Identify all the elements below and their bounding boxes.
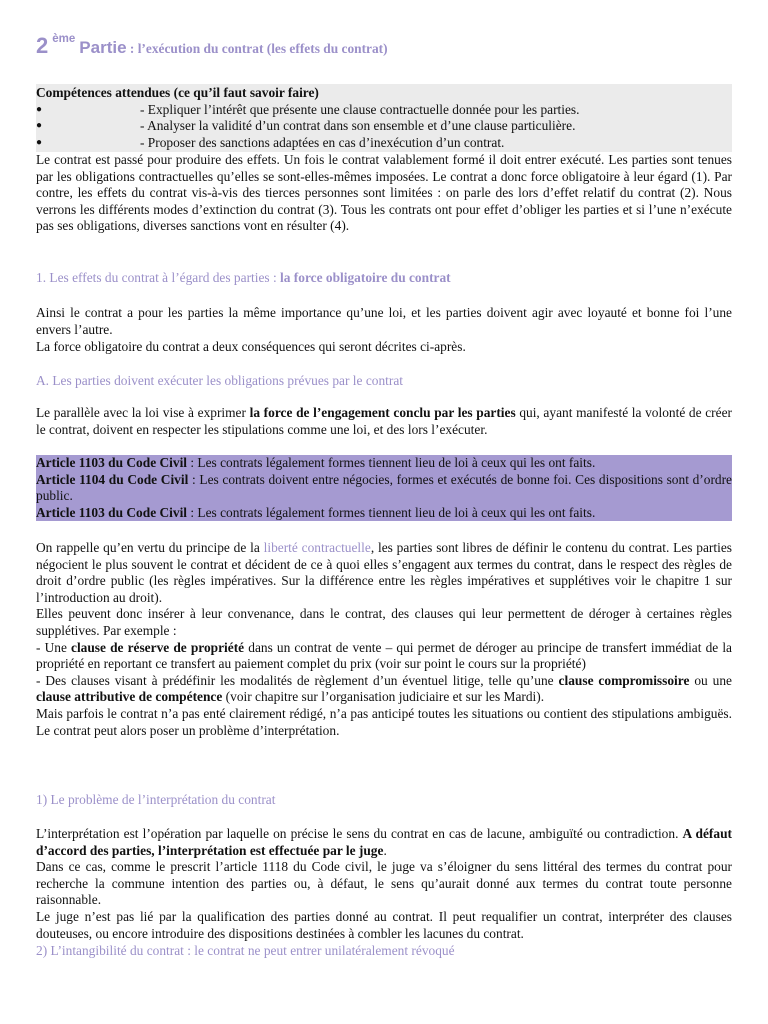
interp-text-1: L’interprétation est l’opération par laquelle on précise le sens du contrat en cas de lacune, ambiguïté ou contradiction. [36,826,683,841]
liberte-paragraph-3 [36,640,732,673]
title-superscript: ème [52,33,76,45]
code-civil-articles [36,455,732,521]
interpretation-paragraph-1 [36,826,732,859]
interp-bold: A défaut d’accord des parties, l’interprétation est effectuée par le juge [36,826,732,858]
competence-text: - Analyser la validité d’un contrat dans son ensemble et d’une clause particulière. [140,118,576,134]
liberte-paragraph-5: Mais parfois le contrat n’a pas enté clairement rédigé, n’a pas anticipé toutes les situations ou contient des stipulations ambiguës. Le contrat peut alors poser un problème d’interprétation. [36,705,732,738]
article-ref: Article 1103 du Code Civil [36,455,188,470]
liberte-paragraph-1 [36,540,732,606]
competences-box [36,84,732,152]
section-a-paragraph [36,405,732,438]
intangibilite-heading: 2) L’intangibilité du contrat : le contrat ne peut entrer unilatéralement révoqué [36,943,455,958]
title-subtitle: : l’exécution du contrat (les effets du contrat) [129,41,388,56]
article-ref: Article 1103 du Code Civil [36,504,188,520]
liberte-p4-text-1: - Des clauses visant à prédéfinir les modalités de règlement d’un éventuel litige, telle qu’une [36,672,559,688]
bullet-icon: ● [36,136,43,148]
section-1-paragraph-2: La force obligatoire du contrat a deux conséquences qui seront décrites ci-après. [36,339,466,354]
section-1-number: 1. [36,270,47,285]
liberte-p4-bold-2: clause attributive de compétence [36,689,223,705]
liberte-paragraph-4 [36,673,732,706]
article-text: : Les contrats doivent entre négocies, formes et exécutés de bonne foi. Ces dispositions sont d’ordre public. [36,471,733,504]
competence-text: - Proposer des sanctions adaptées en cas d’inexécution d’un contrat. [140,134,505,150]
liberte-p4-text-3: (voir chapitre sur l’organisation judiciaire et sur les Mardi). [222,689,545,705]
competence-item [36,118,732,135]
intro-paragraph: Le contrat est passé pour produire des effets. Un fois le contrat valablement formé il doit entrer exécuté. Les parties sont tenues par les obligations contractuelles qu’elles se sont-elles-mêmes imposées. Le contrat a donc force obligatoire à leur égard (1). Par contre, les effets du contrat vis-à-vis des tierces personnes sont limitées : on parle des lors d’effet relatif du contrat (2). Nous verrons les différents modes d’extinction du contrat (3). Tous les contrats ont pour effet d’obliger les parties et si l’une n’exécute pas ses obligations, diverses sanctions vont en résulter (4). [36,152,732,234]
liberte-contractuelle-link[interactable]: liberté contractuelle [263,540,371,555]
title-number: 2 [36,33,49,58]
section-1-heading [36,270,451,287]
section-a-text-bold: la force de l’engagement conclu par les parties [249,405,516,420]
liberte-p3-text-2: dans un contrat de vente – qui permet de déroger au principe de transfert immédiat de la propriété en reportant ce transfert au paiement complet du prix (voir sur point le cours sur la propriété) [36,639,733,672]
liberte-section [36,540,732,739]
section-a-text-1: Le parallèle avec la loi vise à exprimer [36,405,250,420]
article-ref: Article 1104 du Code Civil [36,471,189,487]
competence-text: - Expliquer l’intérêt que présente une clause contractuelle donnée pour les parties. [140,101,580,117]
interpretation-section [36,826,732,942]
page-title [36,33,388,59]
interpretation-paragraph-3: Le juge n’est pas lié par la qualification des parties donné au contrat. Il peut requalifier un contrat, interpréter des clauses douteuses, ou encore introduire des dispositions destinées à combler les lacunes du contrat. [36,908,732,941]
liberte-p3-text-1: - Une [36,639,71,655]
interpretation-heading: 1) Le problème de l’interprétation du contrat [36,792,276,807]
interp-text-2: . [383,842,387,858]
liberte-p3-bold: clause de réserve de propriété [71,639,245,655]
competence-item [36,135,732,152]
liberte-p4-text-2: ou une [689,672,732,688]
article-text: : Les contrats légalement formes tiennent lieu de loi à ceux qui les ont faits. [187,455,596,470]
bullet-icon: ● [36,120,43,132]
section-1-title-bold: la force obligatoire du contrat [280,270,451,285]
interpretation-paragraph-2: Dans ce cas, comme le prescrit l’article 1118 du Code civil, le juge va s’éloigner du sens littéral des termes du contrat pour recherche la commune intention des parties ou, à défaut, le sens qu’aurait donné aux termes du contrat toute personne raisonnable. [36,859,732,908]
section-a-heading: A. Les parties doivent exécuter les obligations prévues par le contrat [36,373,404,388]
article-entry [36,505,732,522]
bullet-icon: ● [36,103,43,115]
article-text: : Les contrats légalement formes tiennent lieu de loi à ceux qui les ont faits. [187,504,596,520]
section-1-paragraph-1: Ainsi le contrat a pour les parties la même importance qu’une loi, et les parties doivent agir avec loyauté et bonne foi l’une envers l’autre. [36,305,732,337]
title-word: Partie [79,38,127,57]
competence-item [36,102,732,119]
article-entry [36,472,732,505]
section-1-title: Les effets du contrat à l’égard des parties : [46,270,281,285]
liberte-text-2: , les parties sont libres de définir le contenu du contrat. Les parties négocient le plus souvent le contrat et décident de ce à quoi elles s’engagent aux termes du contrat, dans le respect des règles de droit d’ordre public (les règles impératives. Sur la différence entre les règles impératives et supplétives voir le chapitre 1 sur l’introduction au droit). [36,540,732,605]
liberte-text-1: On rappelle qu’en vertu du principe de la [36,540,264,555]
article-entry [36,455,732,472]
liberte-p4-bold-1: clause compromissoire [558,672,690,688]
liberte-paragraph-2: Elles peuvent donc insérer à leur convenance, dans le contrat, des clauses qui leur permettent de déroger à certaines règles supplétives. Par exemple : [36,606,732,638]
competences-heading: Compétences attendues (ce qu’il faut savoir faire) [36,85,319,100]
section-a-text-2: qui, ayant manifesté la volonté de créer le contrat, doivent en respecter les stipulations comme une loi, et des lors l’exécuter. [36,405,732,437]
